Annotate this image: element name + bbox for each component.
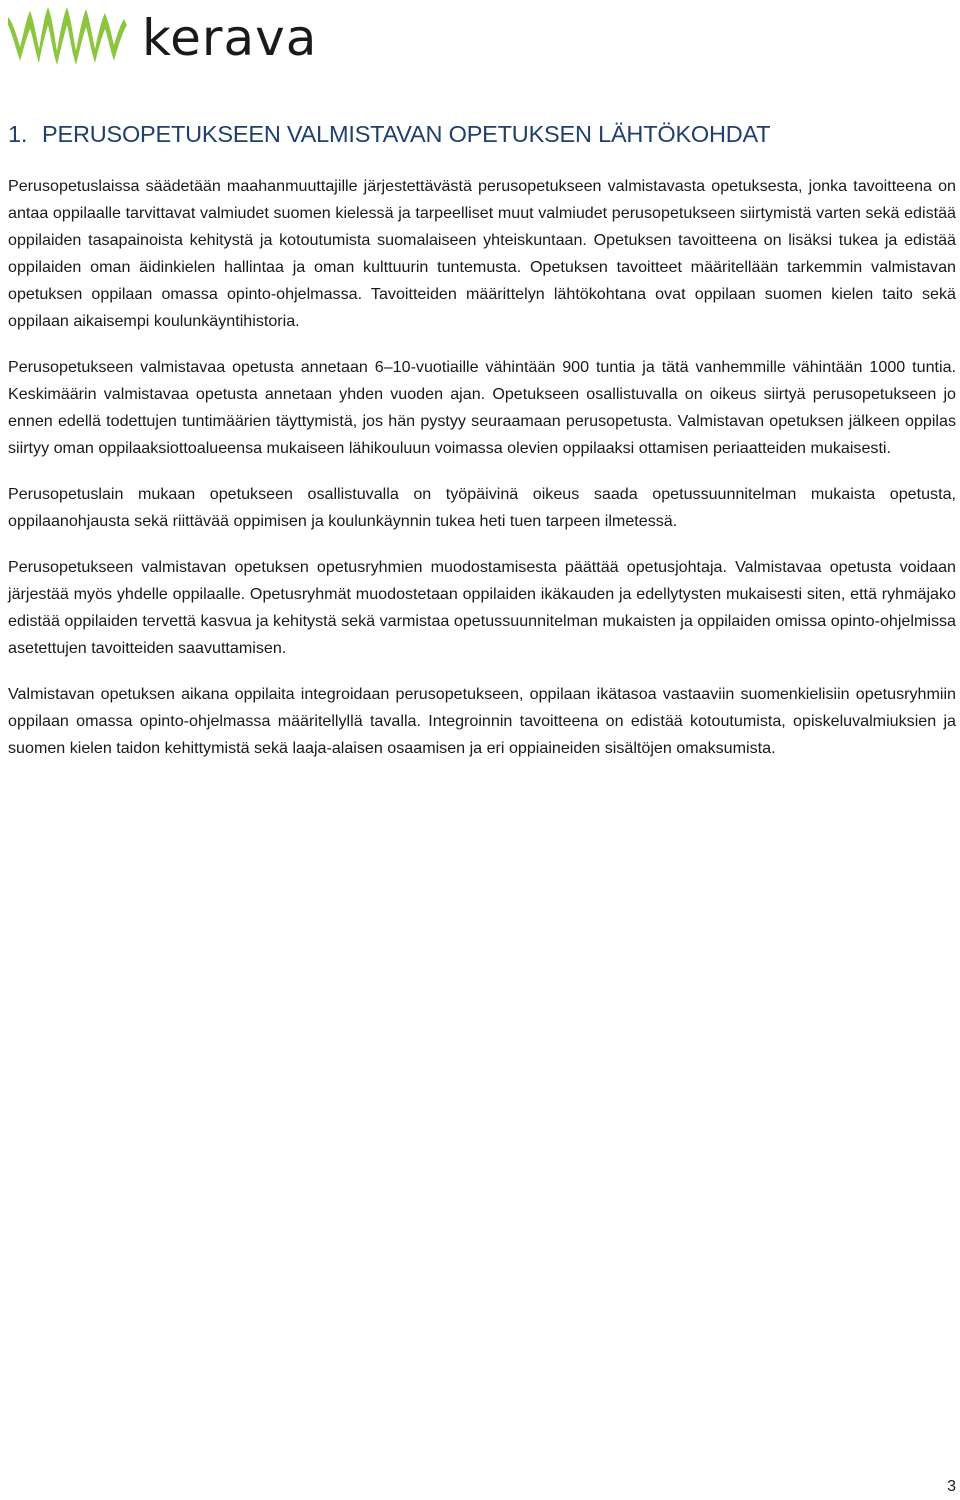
logo-leaf-mark [8, 7, 127, 65]
logo-wordmark: kerava [142, 9, 318, 67]
paragraph: Valmistavan opetuksen aikana oppilaita integroidaan perusopetukseen, oppilaan ikätasoa vastaaviin suomenkielisiin opetusryhmiin oppilaan omassa opinto-ohjelmassa määritellyllä tavalla. Integroinnin tavoitteena on edistää kotoutumista, opiskeluvalmiuksien ja suomen kielen taidon kehittymistä sekä laaja-alaisen osaamisen ja eri oppiaineiden sisältöjen omaksumista. [8, 685, 956, 757]
kerava-logo-graphic [6, 3, 406, 67]
section-number: 1. [8, 121, 28, 147]
section-heading [8, 121, 770, 148]
section-title: PERUSOPETUKSEEN VALMISTAVAN OPETUKSEN LÄHTÖKOHDAT [42, 121, 771, 147]
paragraph: Perusopetuslain mukaan opetukseen osallistuvalla on työpäivinä oikeus saada opetussuunnitelman mukaista opetusta, oppilaanohjausta sekä riittävää oppimisen ja koulunkäynnin tukea heti tuen tarpeen ilmetessä. [8, 485, 956, 530]
paragraph: Perusopetuslaissa säädetään maahanmuuttajille järjestettävästä perusopetukseen valmistavasta opetuksesta, jonka tavoitteena on antaa oppilaalle tarvittavat valmiudet suomen kielessä ja tarpeelliset muut valmiudet perusopetukseen siirtymistä varten sekä edistää oppilaiden tasapainoista kehitystä ja kotoutumista suomalaiseen yhteiskuntaan. Opetuksen tavoitteena on lisäksi tukea ja edistää oppilaiden oman äidinkielen hallintaa ja oman kulttuurin tuntemusta. Opetuksen tavoitteet määritellään tarkemmin valmistavan opetuksen oppilaan omassa opinto-ohjelmassa. Tavoitteiden määrittelyn lähtökohtana ovat oppilaan suomen kielen taito sekä oppilaan aikaisempi koulunkäyntihistoria. [8, 177, 956, 330]
kerava-logo [6, 3, 406, 67]
paragraph: Perusopetukseen valmistavan opetuksen opetusryhmien muodostamisesta päättää opetusjohtaja. Valmistavaa opetusta voidaan järjestää myös yhdelle oppilaalle. Opetusryhmät muodostetaan oppilaiden ikäkauden ja edellytysten mukaisesti siten, että ryhmäjako edistää oppilaiden tervettä kasvua ja kehitystä sekä varmistaa opetussuunnitelman mukaisten ja oppilaiden omissa opinto-ohjelmissa asetettujen tavoitteiden saavuttamisen. [8, 558, 956, 657]
document-body [8, 173, 956, 781]
page-number: 3 [947, 1478, 956, 1495]
paragraph: Perusopetukseen valmistavaa opetusta annetaan 6–10-vuotiaille vähintään 900 tuntia ja tätä vanhemmille vähintään 1000 tuntia. Keskimäärin valmistavaa opetusta annetaan yhden vuoden ajan. Opetukseen osallistuvalla on oikeus siirtyä perusopetukseen jo ennen edellä todettujen tuntimäärien täyttymistä, jos hän pystyy seuraamaan perusopetusta. Valmistavan opetuksen jälkeen oppilas siirtyy oman oppilaaksiottoalueensa mukaiseen lähikouluun voimassa olevien oppilaaksi ottamisen periaatteiden mukaisesti. [8, 358, 956, 457]
